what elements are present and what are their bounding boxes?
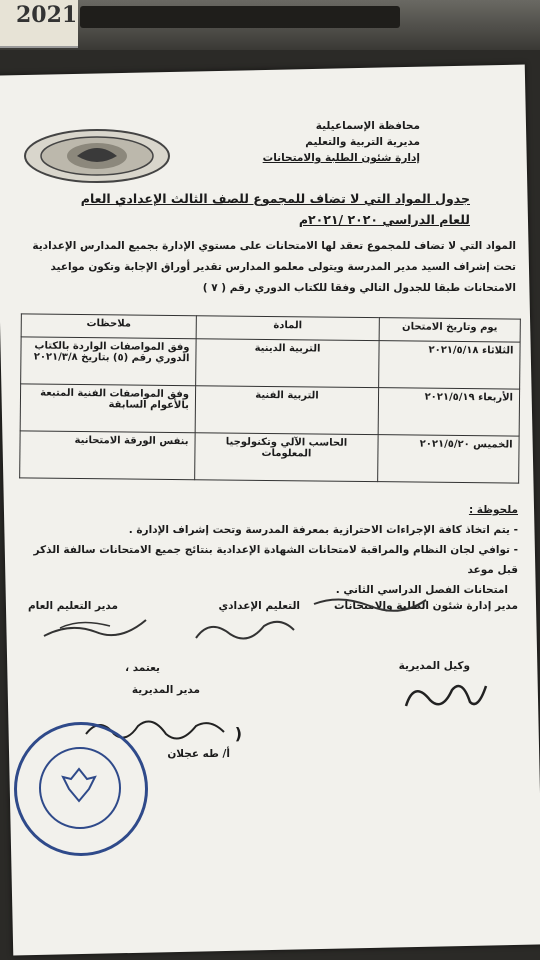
row-day: الخميس ٢٠٢١/٥/٢٠ xyxy=(378,435,519,483)
manager-name: أ/ طه عجلان xyxy=(167,748,230,760)
directorate-name: مديرية التربية والتعليم xyxy=(305,136,420,148)
handwritten-signature xyxy=(40,612,150,646)
header-subject: المادة xyxy=(196,316,379,341)
row-day: الأربعاء ٢٠٢١/٥/١٩ xyxy=(378,388,519,436)
table-row xyxy=(21,337,520,389)
exam-schedule-table xyxy=(19,313,521,483)
row-subject: الحاسب الآلي وتكنولوجيا المعلومات xyxy=(195,433,378,482)
row-subject: التربية الدينية xyxy=(196,339,379,388)
row-day: الثلاثاء ٢٠٢١/٥/١٨ xyxy=(379,341,520,389)
row-notes: وفق المواصفات الواردة بالكتاب الدوري رقم (٥) بتاريخ ٢٠٢١/٣/٨ xyxy=(21,337,196,386)
note-item-1-text: يتم اتخاذ كافة الإجراءات الاحترازية بمعرفة المدرسة وتحت إشراف الإدارة . xyxy=(128,524,510,536)
intro-paragraph xyxy=(16,236,516,299)
note-item-2-text: توافي لجان النظام والمراقبة لامتحانات الشهادة الإعدادية بنتائج جميع الامتحانات سالفة الذكر قبل موعد xyxy=(33,544,518,576)
document-title xyxy=(81,188,470,230)
approved-label: يعتمد ، xyxy=(125,662,160,674)
intro-line-2: تحت إشراف السيد مدير المدرسة ويتولى معلمو المدارس تقدير أوراق الإجابة وتكون مواعيد xyxy=(50,261,516,273)
handwritten-signature xyxy=(310,592,430,616)
ministry-logo xyxy=(22,128,172,184)
header-day: يوم وتاريخ الامتحان xyxy=(379,318,520,342)
title-line-2: للعام الدراسي ٢٠٢٠ /٢٠٢١م xyxy=(298,212,470,227)
sig-deputy: وكيل المديرية xyxy=(398,660,470,672)
notes-section xyxy=(14,500,518,600)
table-row xyxy=(20,431,519,483)
handwritten-signature xyxy=(190,612,300,648)
sig-general-education: مدير التعليم العام xyxy=(27,600,118,612)
handwritten-signature xyxy=(400,676,490,716)
row-subject: التربية الفنية xyxy=(195,386,378,435)
sig-students-director: مدير إدارة شئون الطلبة والامتحانات xyxy=(333,600,518,612)
table-row xyxy=(20,384,519,436)
intro-line-1: المواد التي لا تضاف للمجموع تعقد لها الامتحانات على مستوي الإدارة بجميع المدارس الإعدادية xyxy=(32,240,516,252)
header-block xyxy=(263,118,420,166)
intro-line-3: الامتحانات طبقا للجدول التالي وفقا للكتاب الدوري رقم ( ٧ ) xyxy=(202,282,516,294)
row-notes: وفق المواصفات الفنية المتبعة بالأعوام السابقة xyxy=(20,384,195,433)
eagle-emblem-icon xyxy=(61,765,97,805)
note-item-2: - توافي لجان النظام والمراقبة لامتحانات الشهادة الإعدادية بنتائج جميع الامتحانات سالفة الذكر قبل موعد xyxy=(33,544,518,576)
directorate-manager-label: مدير المديرية xyxy=(131,684,200,696)
department-name: إدارة شئون الطلبة والامتحانات xyxy=(262,152,420,164)
banknote-number: 2021 xyxy=(16,2,78,28)
note-item-2-continued: امتحانات الفصل الدراسي الثاني . xyxy=(335,584,508,596)
note-item-1: - يتم اتخاذ كافة الإجراءات الاحترازية بمعرفة المدرسة وتحت إشراف الإدارة . xyxy=(128,524,518,536)
notes-label: ملحوظة : xyxy=(468,504,518,516)
row-notes: بنفس الورقة الامتحانية xyxy=(20,431,195,480)
title-line-1: جدول المواد التي لا تضاف للمجموع للصف الثالث الإعدادي العام xyxy=(80,191,470,206)
governorate-name: محافظة الإسماعيلية xyxy=(315,120,420,132)
sig-prep-education: التعليم الإعدادي xyxy=(218,600,300,612)
open-parenthesis: ( xyxy=(234,724,242,743)
header-notes: ملاحظات xyxy=(21,314,196,339)
official-stamp xyxy=(14,722,148,856)
